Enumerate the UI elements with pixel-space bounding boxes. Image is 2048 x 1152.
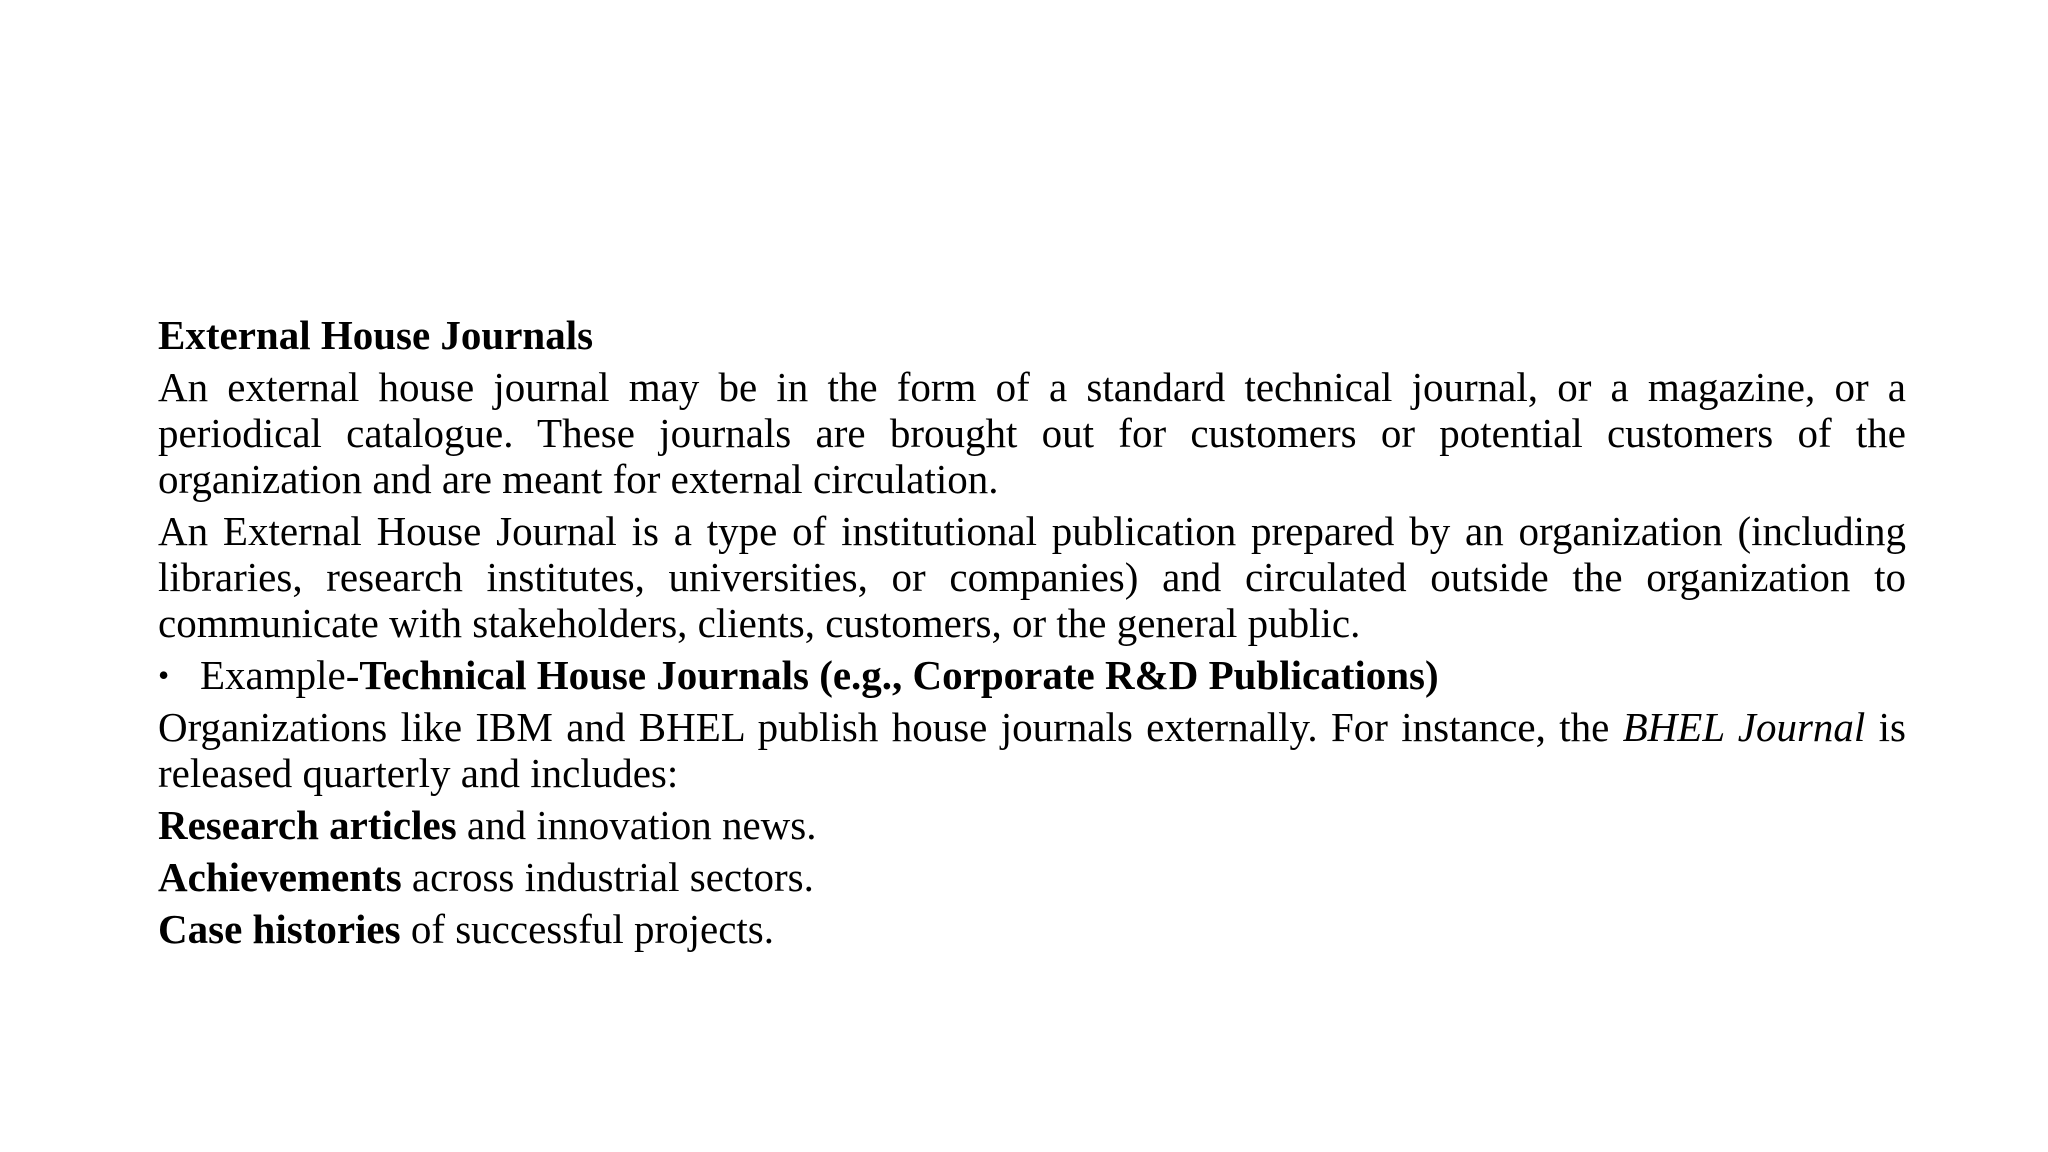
list-item-text: and innovation news. [456,802,817,848]
list-item-bold: Case histories [158,906,401,952]
slide-content [158,312,1906,958]
list-item-text: across industrial sectors. [401,854,814,900]
paragraph-definition: An external house journal may be in the form of a standard technical journal, or a magazine, or a periodical catalogue. These journals are brought out for customers or potential customers of the organization and are meant for external circulation. [158,364,1906,502]
list-item-text: of successful projects. [400,906,775,952]
bullet-icon: • [158,657,170,693]
list-item-research [158,802,1906,848]
paragraph-description: An External House Journal is a type of institutional publication prepared by an organization (including libraries, research institutes, universities, or companies) and circulated outside the organization to communicate with stakeholders, clients, customers, or the general public. [158,508,1906,646]
list-item-bold: Achievements [158,854,402,900]
paragraph-example-before: Organizations like IBM and BHEL publish house journals externally. For instance, the [158,704,1623,750]
example-bullet [158,652,1906,698]
bullet-prefix: Example- [200,652,360,698]
list-item-case-histories [158,906,1906,952]
paragraph-example-after: is released quarterly and includes: [158,704,1906,796]
slide-heading: External House Journals [158,312,594,358]
list-item-bold: Research articles [158,802,457,848]
bullet-bold-text: Technical House Journals (e.g., Corporate R&D Publications) [359,652,1439,698]
list-item-achievements [158,854,1906,900]
paragraph-example-italic: BHEL Journal [1622,704,1866,750]
paragraph-example [158,704,1906,796]
